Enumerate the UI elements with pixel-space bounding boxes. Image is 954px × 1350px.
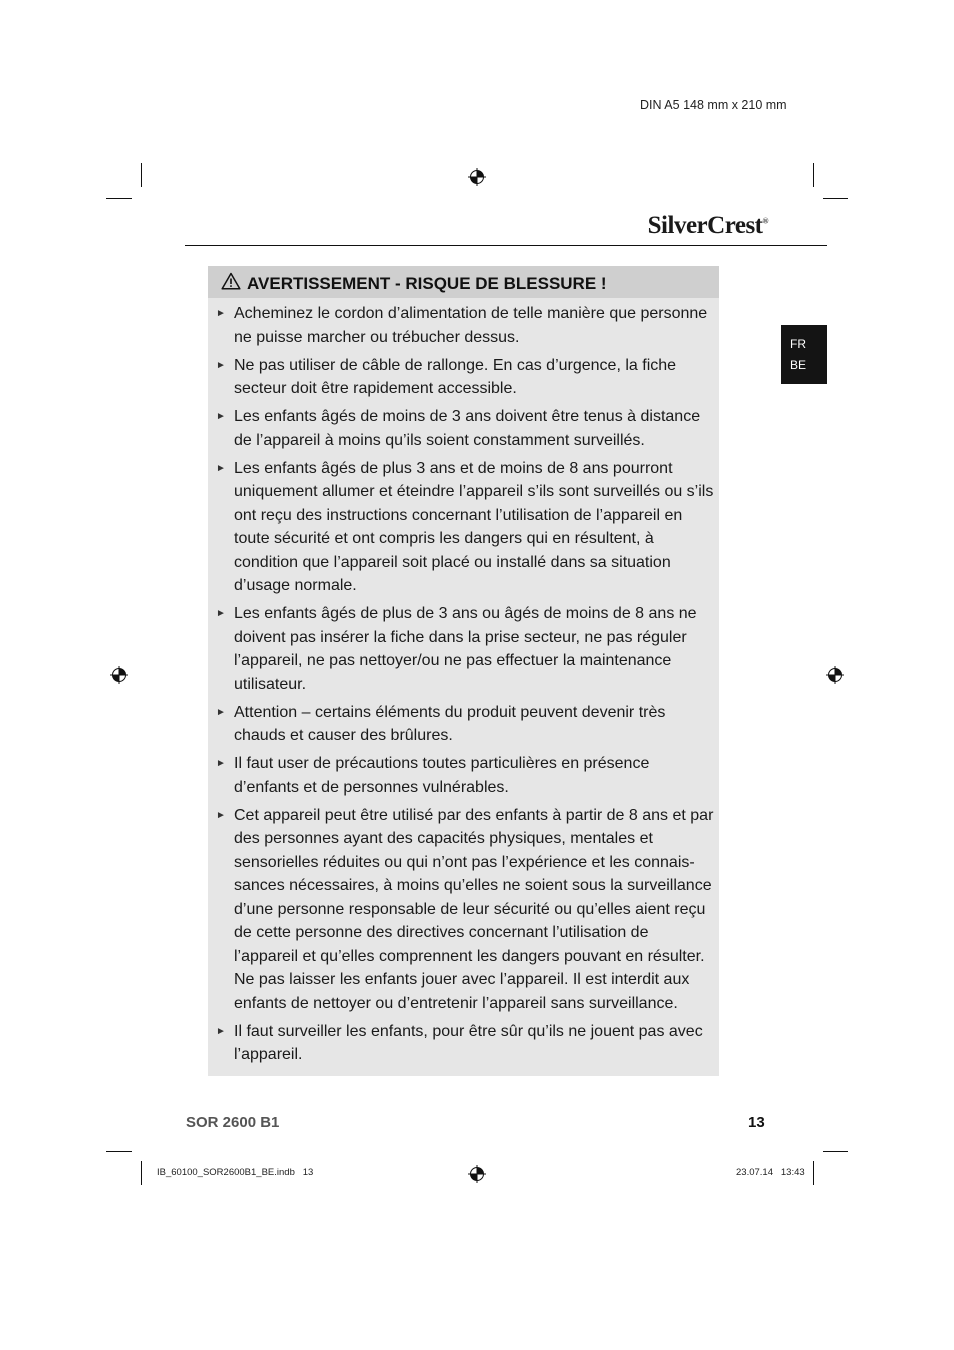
- warning-list: [213, 302, 715, 1071]
- registration-mark-icon: [468, 1165, 486, 1183]
- crop-mark: [823, 198, 848, 199]
- list-item-text: Acheminez le cordon d’alimentation de telle manière que personne ne puisse marcher ou trébucher dessus.: [234, 305, 708, 346]
- arrow-bullet-icon: ►: [216, 359, 226, 371]
- list-item-text: Cet appareil peut être utilisé par des enfants à partir de 8 ans et par des personnes ayant des capacités physiques, mentales et sensorielles réduites ou qui n’ont pas l’expérience et les connais- sances nécessaires, à moins qu’elles ne soient sous la surveillance d’une personne responsable de leur sécurité ou qu’elles aient reçu de cette personne des directives concernant l’utilisation de l’appareil et qu’elles comprennent les dangers pouvant en résulter. Ne pas laisser les enfants jouer avec l’appareil. Il est interdit aux enfants de nettoyer ou d’entretenir l’appareil sans surveillance.: [234, 806, 714, 1012]
- list-item: [213, 701, 715, 748]
- list-item: [213, 804, 715, 1016]
- page-number: 13: [748, 1114, 765, 1131]
- arrow-bullet-icon: ►: [216, 608, 226, 619]
- crop-mark: [106, 1151, 132, 1152]
- language-tab-fr: FR: [790, 337, 806, 351]
- arrow-bullet-icon: ►: [216, 1025, 226, 1037]
- arrow-bullet-icon: ►: [216, 308, 226, 319]
- list-item: [213, 1020, 715, 1067]
- arrow-bullet-icon: ►: [216, 758, 226, 769]
- brand-logo-crest: Crest: [707, 212, 763, 239]
- crop-mark: [141, 1161, 142, 1185]
- list-item-text: Les enfants âgés de moins de 3 ans doivent être tenus à distance de l’appareil à moins qu’ils soient constamment surveillés.: [234, 408, 701, 449]
- crop-mark: [813, 163, 814, 187]
- arrow-bullet-icon: ►: [216, 411, 226, 422]
- list-item: [213, 405, 715, 452]
- language-tab-be: BE: [790, 358, 807, 372]
- list-item: [213, 457, 715, 598]
- brand-registered-mark: ®: [762, 216, 768, 226]
- list-item-text: Les enfants âgés de plus de 3 ans ou âgés de moins de 8 ans ne doivent pas insérer la fiche dans la prise secteur, ne pas réguler l’appareil, ne pas nettoyer/ou ne pas effectuer la maintenance utilisateur.: [234, 605, 697, 693]
- brand-logo: [648, 212, 768, 240]
- list-item-text: Les enfants âgés de plus 3 ans et de moins de 8 ans pourront uniquement allumer et éteindre l’appareil s’ils sont surveillés ou s’ils ont reçu des instructions concernant l’utilisation de l’appareil en toute sécurité et ont compris les dangers qui en résultent, à condition que l’appareil soit placé ou installé dans sa situation d’usage normale.: [234, 459, 714, 594]
- list-item: [213, 602, 715, 696]
- registration-mark-icon: [110, 666, 128, 684]
- list-item-text: Il faut surveiller les enfants, pour être sûr qu’ils ne jouent pas avec l’appareil.: [234, 1022, 703, 1063]
- list-item-text: Il faut user de précautions toutes particulières en présence d’enfants et de personnes vulnérables.: [234, 755, 650, 796]
- warning-triangle-icon: [221, 272, 241, 290]
- print-date-time: 23.07.14 13:43: [736, 1167, 805, 1178]
- crop-mark: [823, 1151, 848, 1152]
- crop-mark: [106, 198, 132, 199]
- brand-logo-silver: Silver: [647, 212, 708, 239]
- arrow-bullet-icon: ►: [216, 706, 226, 718]
- arrow-bullet-icon: ►: [216, 462, 226, 474]
- model-number: SOR 2600 B1: [186, 1114, 280, 1131]
- header-rule: [185, 245, 827, 246]
- registration-mark-icon: [468, 168, 486, 186]
- language-tab: [781, 325, 827, 384]
- list-item-text: Ne pas utiliser de câble de rallonge. En cas d’urgence, la fiche secteur doit être rapidement accessible.: [234, 356, 677, 397]
- print-file-name: IB_60100_SOR2600B1_BE.indb 13: [157, 1167, 314, 1178]
- crop-mark: [141, 163, 142, 187]
- warning-title: AVERTISSEMENT - RISQUE DE BLESSURE !: [247, 274, 607, 293]
- registration-mark-icon: [826, 666, 844, 684]
- list-item: [213, 752, 715, 799]
- list-item-text: Attention – certains éléments du produit peuvent devenir très chauds et causer des brûlures.: [234, 703, 666, 744]
- list-item: [213, 302, 715, 349]
- crop-mark: [813, 1161, 814, 1185]
- format-note: DIN A5 148 mm x 210 mm: [640, 98, 787, 112]
- list-item: [213, 354, 715, 401]
- arrow-bullet-icon: ►: [216, 809, 226, 821]
